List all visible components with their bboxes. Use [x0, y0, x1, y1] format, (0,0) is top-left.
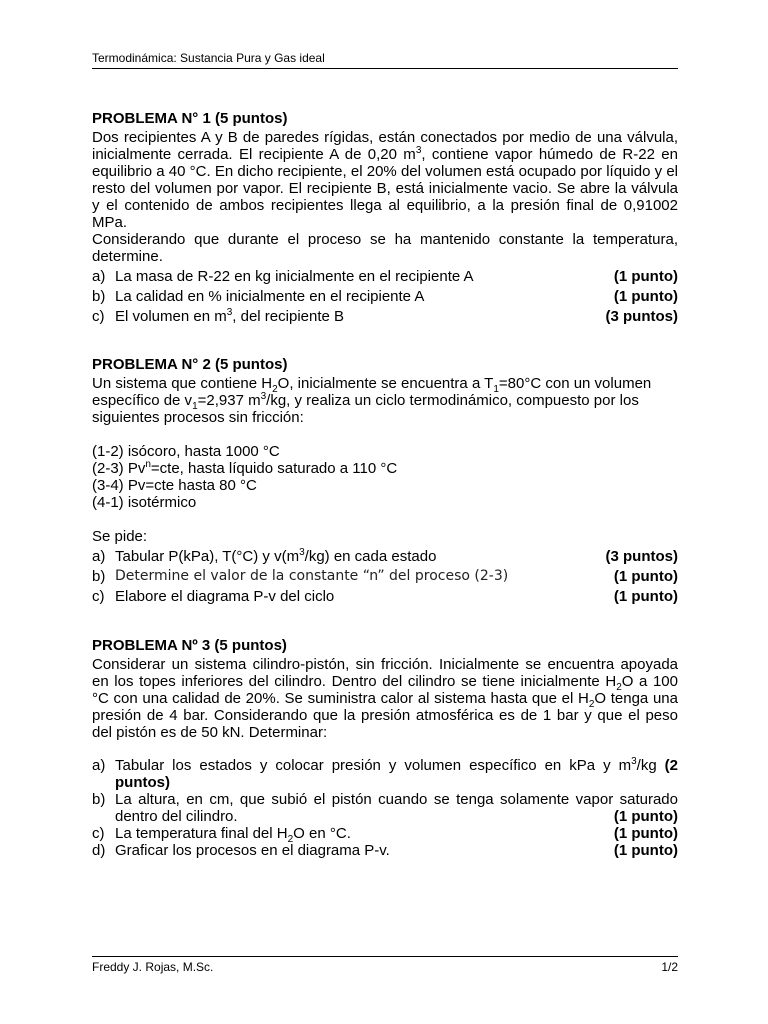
problem-2-title: PROBLEMA N° 2 (5 puntos): [92, 356, 288, 373]
p2-t4-sup: 3: [260, 391, 267, 402]
p2-t4: =2,937 m: [197, 392, 261, 409]
footer-page-number: 1/2: [661, 960, 678, 974]
p3-c-text1: La temperatura final del H: [115, 825, 288, 842]
p3-b-points: (1 punto): [613, 808, 678, 825]
p1-c-text: [115, 308, 598, 325]
p3-d-letter: d): [92, 842, 106, 859]
p3-t2-sub: 2: [588, 699, 595, 710]
p3-t1: Considerar un sistema cilindro-pistón, sin fricción. Inicialmente se encuentra apoyada en los topes inferiores del cilindro. Dentro del cilindro se tiene inicialmente H: [92, 656, 678, 690]
p1-question-b: [92, 288, 678, 305]
p2-a-text2: /kg) en cada estado: [304, 548, 437, 565]
problem-1-instruction: Considerando que durante el proceso se ha mantenido constante la temperatura, determine.: [92, 231, 678, 265]
p2-proc2a: (2-3) Pv: [92, 460, 146, 477]
p3-b-body: [115, 791, 678, 825]
p1-a-letter: a): [92, 268, 106, 285]
p2-t2-sub: 1: [493, 384, 499, 395]
p3-c-text: [115, 825, 606, 845]
problem-2-statement: [92, 375, 678, 426]
p3-t3: O tenga una presión de 4 bar. Considerando que la presión atmosférica es de 1 bar y que el peso del pistón es de 50 kN. Determinar:: [92, 690, 678, 741]
p2-question-a: [92, 548, 678, 565]
p3-b-letter: b): [92, 791, 106, 808]
p2-process-3-4: (3-4) Pv=cte hasta 80 °C: [92, 477, 257, 494]
p1-c-points: (3 puntos): [605, 308, 678, 325]
p3-t2: O a 100 °C con una calidad de 20%. Se suministra calor al sistema hasta que el H: [92, 673, 678, 707]
p2-process-2-3: [92, 460, 678, 477]
p2-question-b: [92, 568, 678, 585]
p1-c-text1: El volumen en m: [115, 308, 227, 325]
p3-c-sub: 2: [287, 834, 294, 845]
p2-t3-sub: 1: [192, 401, 198, 412]
p2-se-pide: Se pide:: [92, 528, 148, 545]
p1-a-points: (1 punto): [613, 268, 678, 285]
p2-proc2b: =cte, hasta líquido saturado a 110 °C: [150, 460, 398, 477]
p3-a-text: [115, 757, 678, 791]
p2-c-points: (1 punto): [613, 588, 678, 605]
p2-b-letter: b): [92, 568, 106, 585]
p2-c-text: Elabore el diagrama P-v del ciclo: [115, 588, 335, 605]
problem-1-statement: [92, 129, 678, 231]
p1-c-text2: , del recipiente B: [232, 308, 345, 325]
p2-t3: =80°C con un volumen específico de v: [92, 375, 652, 409]
p2-question-c: [92, 588, 678, 605]
p3-d-points: (1 punto): [613, 842, 678, 859]
problem-1-title: PROBLEMA N° 1 (5 puntos): [92, 110, 288, 127]
p3-t1-sub: 2: [616, 682, 622, 693]
p1-c-sup: 3: [226, 307, 233, 318]
p1-b-letter: b): [92, 288, 106, 305]
p3-a-text1: Tabular los estados y colocar presión y volumen específico en kPa y m: [115, 757, 632, 774]
p1-s1: Dos recipientes A y B de paredes rígidas, están conectados por medio de una válvula, inicialmente cerrada. El recipiente A de 0,20 m: [92, 129, 678, 163]
p3-a-sup: 3: [631, 756, 637, 767]
p3-a-text2: /kg: [636, 757, 665, 774]
p3-question-c: [92, 825, 678, 845]
p2-a-letter: a): [92, 548, 106, 565]
p1-a-text: La masa de R-22 en kg inicialmente en el recipiente A: [115, 268, 474, 285]
p3-b-text: La altura, en cm, que subió el pistón cuando se tenga solamente vapor saturado dentro del cilindro.: [115, 791, 678, 825]
p3-question-a: [92, 757, 678, 791]
p2-c-letter: c): [92, 588, 105, 605]
problem-3-statement: [92, 656, 678, 741]
p2-a-text1: Tabular P(kPa), T(°C) y v(m: [115, 548, 300, 565]
p1-b-text: La calidad en % inicialmente en el recipiente A: [115, 288, 425, 305]
p1-s2: , contiene vapor húmedo de R-22 en equilibrio a 40 °C. En dicho recipiente, el 20% del volumen está ocupado por líquido y el resto del volumen por vapor. El recipiente B, está inicialmente vacio. Se abre la válvula y el contenido de ambos recipientes llega al equilibrio, a la presión final de 0,91002 MPa.: [92, 146, 678, 231]
p2-a-text: [115, 548, 598, 565]
p2-a-sup: 3: [299, 547, 305, 558]
p2-t2: O, inicialmente se encuentra a T: [277, 375, 494, 392]
p2-t1: Un sistema que contiene H: [92, 375, 273, 392]
p3-a-letter: a): [92, 757, 106, 774]
footer-author: Freddy J. Rojas, M.Sc.: [92, 960, 214, 974]
p3-c-text2: O en °C.: [293, 825, 351, 842]
problem-3: [92, 637, 678, 859]
p2-process-1-2: (1-2) isócoro, hasta 1000 °C: [92, 443, 280, 460]
problem-2: [92, 356, 678, 605]
page-header: Termodinámica: Sustancia Pura y Gas ideal: [92, 51, 678, 69]
p2-a-points: (3 puntos): [605, 548, 678, 565]
problem-1-questions: [92, 268, 678, 325]
p3-c-letter: c): [92, 825, 105, 842]
p2-proc2-sup: n: [145, 459, 151, 470]
p3-question-b: [92, 791, 678, 825]
p1-c-letter: c): [92, 308, 105, 325]
p2-b-text: Determine el valor de la constante “n” del proceso (2-3): [115, 568, 509, 584]
p1-question-a: [92, 268, 678, 285]
p3-question-d: [92, 842, 678, 859]
p2-b-points: (1 punto): [613, 568, 678, 585]
p1-b-points: (1 punto): [613, 288, 678, 305]
problem-1: [92, 110, 678, 325]
p2-process-4-1: (4-1) isotérmico: [92, 494, 197, 511]
p2-t1-sub: 2: [272, 384, 278, 395]
p1-question-c: [92, 308, 678, 325]
page-footer: [92, 956, 678, 974]
p3-d-text: Graficar los procesos en el diagrama P-v.: [115, 842, 390, 859]
p1-s1-sup: 3: [415, 145, 422, 156]
problem-2-questions: [92, 548, 678, 605]
problem-3-questions: [92, 757, 678, 859]
p3-c-points: (1 punto): [613, 825, 678, 842]
p3-a-points: (2 puntos): [115, 757, 678, 791]
p2-t5: /kg, y realiza un ciclo termodinámico, compuesto por los siguientes procesos sin fricción:: [92, 392, 639, 426]
problem-3-title: PROBLEMA Nº 3 (5 puntos): [92, 637, 287, 654]
